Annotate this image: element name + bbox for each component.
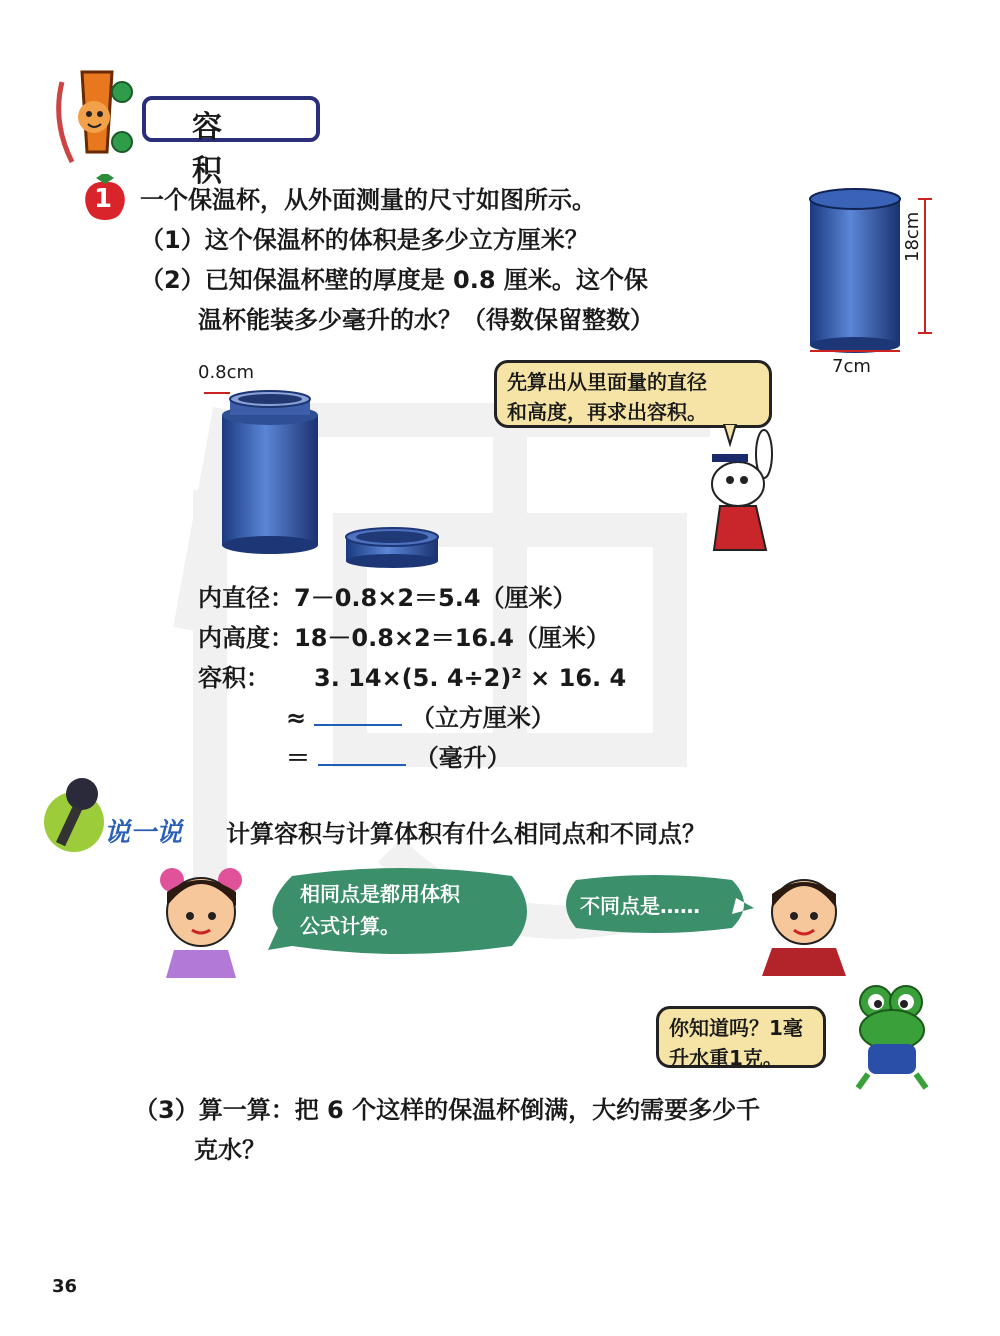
boy-character	[756, 868, 852, 976]
question-2-line-1: （2）已知保温杯壁的厚度是 0.8 厘米。这个保	[140, 266, 648, 294]
problem-number: 1	[94, 184, 113, 214]
outer-height-label: 18cm	[902, 211, 923, 262]
girl-bubble-line-2: 公式计算。	[300, 914, 400, 938]
answer-blank-cubic-cm[interactable]	[314, 702, 402, 726]
equal-sign: ＝	[286, 744, 310, 772]
approx-line	[286, 698, 555, 738]
equal-line	[286, 738, 511, 778]
boy-bubble-text: 不同点是……	[580, 890, 700, 922]
question-3-line-1: （3）算一算：把 6 个这样的保温杯倒满，大约需要多少千	[134, 1096, 761, 1124]
question-3-line-2: 克水？	[194, 1136, 266, 1164]
section-title	[52, 62, 282, 189]
girl-bubble-line-1: 相同点是都用体积	[300, 882, 460, 906]
outer-cup-figure	[800, 185, 950, 385]
pencil-mascot-icon	[52, 62, 152, 172]
frog-tip-bubble	[656, 1006, 826, 1068]
inner-diameter-calc: 内直径：7－0.8×2＝5.4（厘米）	[198, 584, 577, 612]
girl-bubble-text	[300, 878, 460, 942]
rabbit-character	[696, 424, 786, 554]
question-1: （1）这个保温杯的体积是多少立方厘米？	[140, 226, 589, 254]
volume-expression: 3. 14×(5. 4÷2)² × 16. 4	[314, 664, 627, 692]
question-2-line-2: 温杯能装多少毫升的水？（得数保留整数）	[198, 306, 654, 334]
wall-thickness-label: 0.8cm	[198, 362, 255, 383]
approx-unit: （立方厘米）	[410, 704, 555, 732]
frog-tip-line-1: 你知道吗？1毫	[669, 1016, 803, 1040]
inner-height-calc: 内高度：18－0.8×2＝16.4（厘米）	[198, 624, 610, 652]
cup-and-lid-figure	[200, 385, 450, 575]
page-number: 36	[52, 1276, 78, 1297]
frog-tip-line-2: 升水重1克。	[669, 1046, 783, 1070]
rabbit-hint-line-2: 和高度，再求出容积。	[507, 400, 707, 424]
rabbit-hint-bubble	[494, 360, 772, 428]
outer-diameter-label: 7cm	[832, 356, 871, 377]
girl-character	[152, 862, 252, 978]
volume-label: 容积：	[198, 664, 270, 692]
equal-unit: （毫升）	[414, 744, 511, 772]
rabbit-hint-line-1: 先算出从里面量的直径	[507, 370, 707, 394]
discuss-question: 计算容积与计算体积有什么相同点和不同点？	[226, 820, 706, 848]
microphone-icon	[34, 772, 114, 856]
approx-sign: ≈	[286, 704, 307, 732]
problem-intro: 一个保温杯，从外面测量的尺寸如图所示。	[140, 186, 596, 214]
frog-character	[852, 982, 932, 1090]
discuss-label: 说一说	[104, 818, 183, 848]
page-title: 容 积	[192, 110, 244, 189]
answer-blank-ml[interactable]	[318, 742, 406, 766]
